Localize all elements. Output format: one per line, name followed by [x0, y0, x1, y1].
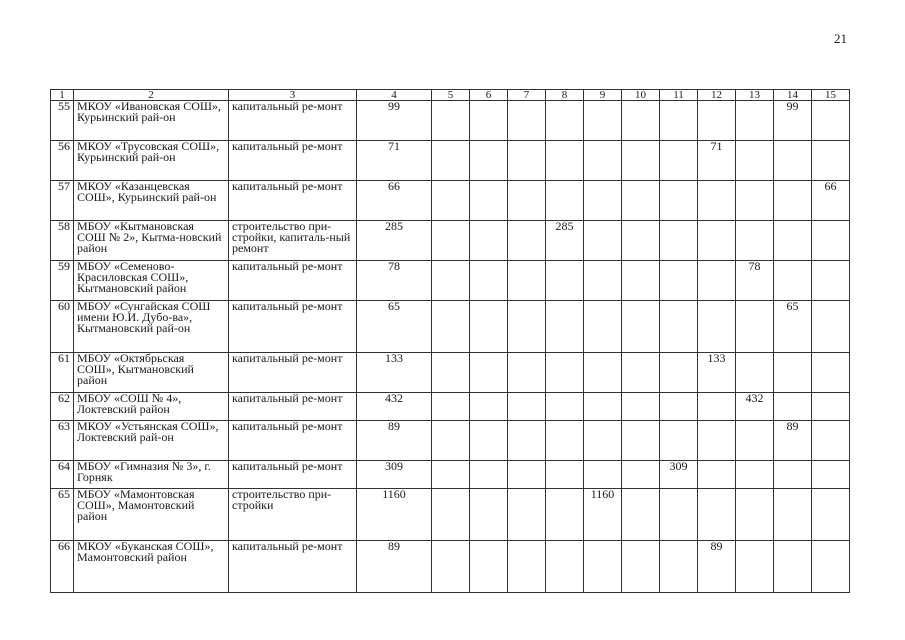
amount-col-12: 71 [698, 141, 736, 181]
work-type: строительство при-стройки [229, 489, 357, 541]
column-header-12: 12 [698, 90, 736, 101]
empty-cell [812, 301, 850, 353]
row-number: 55 [51, 101, 74, 141]
empty-cell [546, 541, 584, 593]
empty-cell [698, 393, 736, 421]
empty-cell [432, 181, 470, 221]
table-row [51, 261, 850, 301]
empty-cell [812, 353, 850, 393]
empty-cell [736, 421, 774, 461]
amount-col-12: 89 [698, 541, 736, 593]
investment-table [50, 89, 850, 593]
column-header-15: 15 [812, 90, 850, 101]
table-row [51, 101, 850, 141]
row-number: 56 [51, 141, 74, 181]
row-number: 65 [51, 489, 74, 541]
school-name: МКОУ «Ивановская СОШ», Курьинский рай-он [74, 101, 229, 141]
empty-cell [698, 181, 736, 221]
empty-cell [774, 393, 812, 421]
empty-cell [774, 221, 812, 261]
empty-cell [660, 221, 698, 261]
empty-cell [660, 541, 698, 593]
empty-cell [622, 421, 660, 461]
empty-cell [508, 181, 546, 221]
empty-cell [812, 461, 850, 489]
empty-cell [698, 421, 736, 461]
empty-cell [546, 421, 584, 461]
empty-cell [698, 221, 736, 261]
column-header-2: 2 [74, 90, 229, 101]
empty-cell [470, 261, 508, 301]
empty-cell [774, 461, 812, 489]
empty-cell [546, 261, 584, 301]
total-amount: 89 [357, 541, 432, 593]
row-number: 58 [51, 221, 74, 261]
amount-col-14: 89 [774, 421, 812, 461]
empty-cell [812, 261, 850, 301]
empty-cell [508, 141, 546, 181]
empty-cell [698, 301, 736, 353]
empty-cell [432, 261, 470, 301]
total-amount: 99 [357, 101, 432, 141]
empty-cell [470, 489, 508, 541]
empty-cell [660, 421, 698, 461]
empty-cell [812, 541, 850, 593]
empty-cell [736, 489, 774, 541]
row-number: 59 [51, 261, 74, 301]
empty-cell [432, 221, 470, 261]
column-header-13: 13 [736, 90, 774, 101]
work-type: капитальный ре-монт [229, 301, 357, 353]
empty-cell [508, 421, 546, 461]
school-name: МКОУ «Буканская СОШ», Мамонтовский район [74, 541, 229, 593]
empty-cell [774, 141, 812, 181]
empty-cell [432, 141, 470, 181]
empty-cell [812, 489, 850, 541]
work-type: строительство при-стройки, капиталь-ный ремонт [229, 221, 357, 261]
total-amount: 432 [357, 393, 432, 421]
empty-cell [470, 393, 508, 421]
empty-cell [698, 489, 736, 541]
amount-col-15: 66 [812, 181, 850, 221]
column-header-4: 4 [357, 90, 432, 101]
column-header-8: 8 [546, 90, 584, 101]
empty-cell [584, 141, 622, 181]
work-type: капитальный ре-монт [229, 393, 357, 421]
empty-cell [622, 541, 660, 593]
table-row [51, 181, 850, 221]
row-number: 64 [51, 461, 74, 489]
row-number: 57 [51, 181, 74, 221]
empty-cell [546, 101, 584, 141]
empty-cell [774, 261, 812, 301]
empty-cell [584, 301, 622, 353]
work-type: капитальный ре-монт [229, 101, 357, 141]
empty-cell [812, 141, 850, 181]
amount-col-13: 432 [736, 393, 774, 421]
school-name: МБОУ «Кытмановская СОШ № 2», Кытма-новский район [74, 221, 229, 261]
amount-col-13: 78 [736, 261, 774, 301]
table-row [51, 221, 850, 261]
empty-cell [812, 393, 850, 421]
column-header-10: 10 [622, 90, 660, 101]
table-row [51, 393, 850, 421]
column-header-1: 1 [51, 90, 74, 101]
empty-cell [584, 221, 622, 261]
row-number: 66 [51, 541, 74, 593]
table-row [51, 353, 850, 393]
row-number: 61 [51, 353, 74, 393]
school-name: МБОУ «СОШ № 4», Локтевский район [74, 393, 229, 421]
total-amount: 1160 [357, 489, 432, 541]
row-number: 60 [51, 301, 74, 353]
empty-cell [546, 181, 584, 221]
empty-cell [508, 393, 546, 421]
empty-cell [812, 101, 850, 141]
empty-cell [546, 393, 584, 421]
empty-cell [622, 461, 660, 489]
empty-cell [584, 461, 622, 489]
work-type: капитальный ре-монт [229, 261, 357, 301]
empty-cell [432, 541, 470, 593]
empty-cell [584, 353, 622, 393]
school-name: МБОУ «Сунгайская СОШ имени Ю.И. Дубо-ва», Кытмановский рай-он [74, 301, 229, 353]
empty-cell [660, 301, 698, 353]
empty-cell [470, 141, 508, 181]
total-amount: 309 [357, 461, 432, 489]
total-amount: 133 [357, 353, 432, 393]
empty-cell [774, 353, 812, 393]
empty-cell [508, 353, 546, 393]
table-row [51, 489, 850, 541]
work-type: капитальный ре-монт [229, 461, 357, 489]
empty-cell [470, 461, 508, 489]
empty-cell [584, 101, 622, 141]
school-name: МБОУ «Гимназия № 3», г. Горняк [74, 461, 229, 489]
empty-cell [508, 221, 546, 261]
column-header-7: 7 [508, 90, 546, 101]
table-body [51, 101, 850, 593]
empty-cell [470, 541, 508, 593]
total-amount: 66 [357, 181, 432, 221]
empty-cell [622, 181, 660, 221]
school-name: МКОУ «Трусовская СОШ», Курьинский рай-он [74, 141, 229, 181]
empty-cell [508, 541, 546, 593]
work-type: капитальный ре-монт [229, 541, 357, 593]
column-header-9: 9 [584, 90, 622, 101]
empty-cell [660, 393, 698, 421]
school-name: МБОУ «Семеново-Красиловская СОШ», Кытмановский район [74, 261, 229, 301]
empty-cell [622, 393, 660, 421]
work-type: капитальный ре-монт [229, 421, 357, 461]
empty-cell [470, 181, 508, 221]
empty-cell [546, 461, 584, 489]
empty-cell [736, 541, 774, 593]
empty-cell [660, 261, 698, 301]
empty-cell [622, 101, 660, 141]
amount-col-14: 65 [774, 301, 812, 353]
empty-cell [660, 181, 698, 221]
empty-cell [660, 489, 698, 541]
empty-cell [812, 221, 850, 261]
work-type: капитальный ре-монт [229, 141, 357, 181]
table-row [51, 461, 850, 489]
table-row [51, 141, 850, 181]
empty-cell [470, 353, 508, 393]
empty-cell [774, 181, 812, 221]
total-amount: 78 [357, 261, 432, 301]
school-name: МБОУ «Октябрьская СОШ», Кытмановский район [74, 353, 229, 393]
work-type: капитальный ре-монт [229, 353, 357, 393]
empty-cell [432, 353, 470, 393]
empty-cell [546, 141, 584, 181]
empty-cell [508, 301, 546, 353]
page-number: 21 [834, 31, 847, 46]
column-header-14: 14 [774, 90, 812, 101]
empty-cell [432, 301, 470, 353]
amount-col-12: 133 [698, 353, 736, 393]
total-amount: 71 [357, 141, 432, 181]
empty-cell [622, 221, 660, 261]
amount-col-9: 1160 [584, 489, 622, 541]
empty-cell [736, 353, 774, 393]
empty-cell [622, 489, 660, 541]
empty-cell [470, 421, 508, 461]
empty-cell [584, 261, 622, 301]
table-row [51, 301, 850, 353]
empty-cell [470, 301, 508, 353]
empty-cell [660, 141, 698, 181]
amount-col-8: 285 [546, 221, 584, 261]
empty-cell [432, 421, 470, 461]
empty-cell [774, 541, 812, 593]
column-header-6: 6 [470, 90, 508, 101]
empty-cell [736, 101, 774, 141]
row-number: 63 [51, 421, 74, 461]
total-amount: 65 [357, 301, 432, 353]
column-header-5: 5 [432, 90, 470, 101]
empty-cell [508, 101, 546, 141]
empty-cell [736, 221, 774, 261]
column-header-11: 11 [660, 90, 698, 101]
empty-cell [774, 489, 812, 541]
empty-cell [622, 353, 660, 393]
school-name: МКОУ «Устьянская СОШ», Локтевский рай-он [74, 421, 229, 461]
table-row [51, 541, 850, 593]
table-row [51, 421, 850, 461]
total-amount: 285 [357, 221, 432, 261]
empty-cell [470, 221, 508, 261]
empty-cell [736, 181, 774, 221]
empty-cell [812, 421, 850, 461]
total-amount: 89 [357, 421, 432, 461]
empty-cell [508, 261, 546, 301]
empty-cell [432, 101, 470, 141]
empty-cell [622, 301, 660, 353]
empty-cell [698, 461, 736, 489]
empty-cell [584, 421, 622, 461]
empty-cell [736, 461, 774, 489]
header-row [51, 90, 850, 101]
empty-cell [622, 261, 660, 301]
empty-cell [660, 101, 698, 141]
amount-col-14: 99 [774, 101, 812, 141]
empty-cell [698, 101, 736, 141]
empty-cell [432, 461, 470, 489]
empty-cell [470, 101, 508, 141]
row-number: 62 [51, 393, 74, 421]
school-name: МКОУ «Казанцевская СОШ», Курьинский рай-он [74, 181, 229, 221]
empty-cell [432, 393, 470, 421]
empty-cell [584, 541, 622, 593]
empty-cell [546, 353, 584, 393]
empty-cell [698, 261, 736, 301]
empty-cell [546, 301, 584, 353]
empty-cell [546, 489, 584, 541]
amount-col-11: 309 [660, 461, 698, 489]
school-name: МБОУ «Мамонтовская СОШ», Мамонтовский район [74, 489, 229, 541]
empty-cell [432, 489, 470, 541]
empty-cell [736, 301, 774, 353]
empty-cell [622, 141, 660, 181]
empty-cell [508, 489, 546, 541]
empty-cell [508, 461, 546, 489]
work-type: капитальный ре-монт [229, 181, 357, 221]
empty-cell [736, 141, 774, 181]
empty-cell [660, 353, 698, 393]
empty-cell [584, 181, 622, 221]
empty-cell [584, 393, 622, 421]
column-header-3: 3 [229, 90, 357, 101]
